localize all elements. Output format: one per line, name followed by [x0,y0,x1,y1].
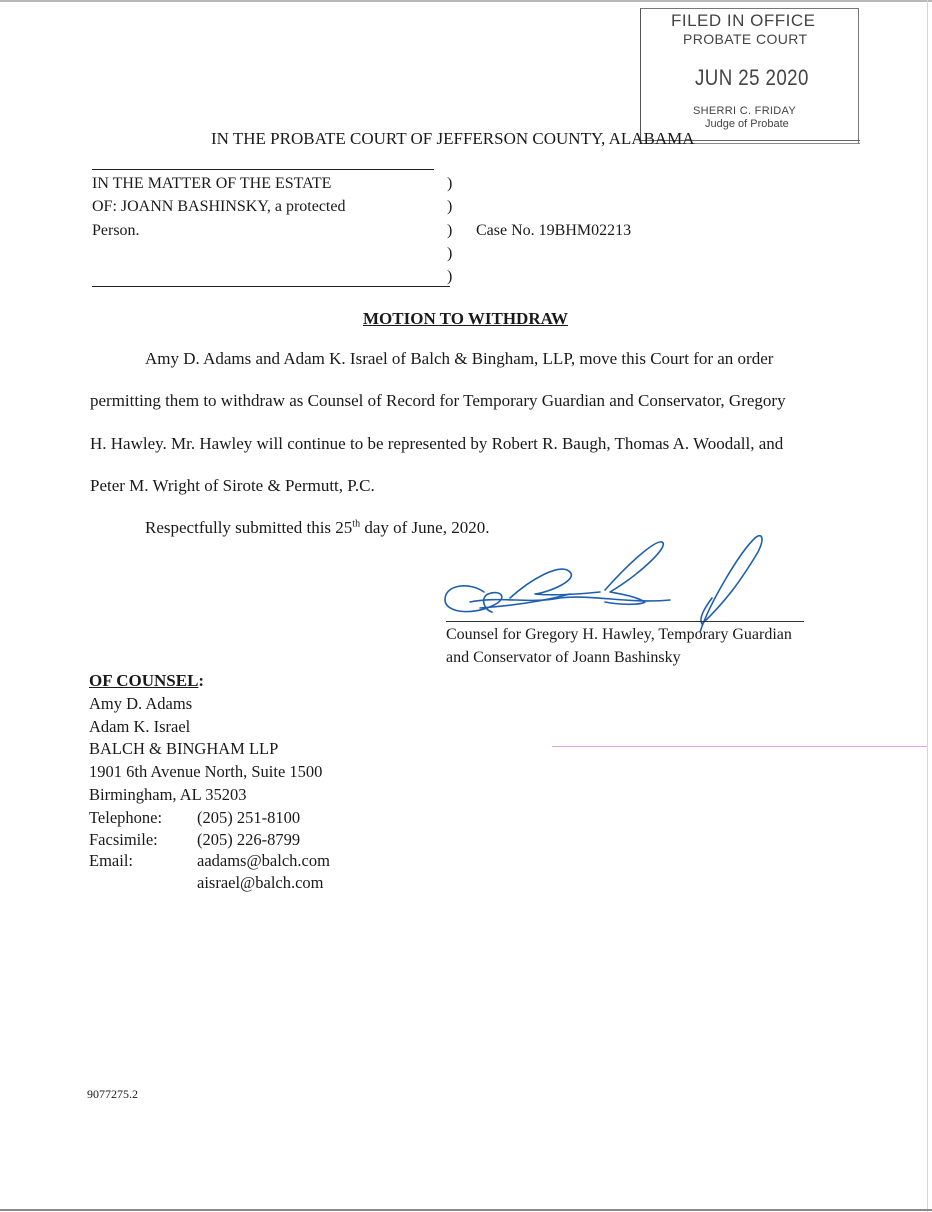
submitted-suffix: day of June, 2020. [360,518,490,537]
caption-line-2: OF: JOANN BASHINSKY, a protected [92,198,346,215]
caption-paren: ) [447,222,453,239]
case-number: Case No. 19BHM02213 [476,222,632,239]
facsimile-value: (205) 226-8799 [197,830,301,849]
caption-paren: ) [447,268,453,285]
submitted-superscript: th [352,518,361,530]
stamp-judge-name: SHERRI C. FRIDAY [693,105,796,117]
page-right-edge [927,0,928,1212]
of-counsel-heading [89,671,204,691]
body-line-4: Peter M. Wright of Sirote & Permutt, P.C. [90,476,375,495]
telephone-value: (205) 251-8100 [197,808,301,827]
handwritten-signature [440,532,770,632]
firm-address-1: 1901 6th Avenue North, Suite 1500 [89,762,323,781]
counsel-name-2: Adam K. Israel [89,717,191,736]
submitted-line [145,518,489,538]
filed-stamp [640,8,859,143]
document-title: MOTION TO WITHDRAW [363,309,568,328]
of-counsel-label: OF COUNSEL [89,671,199,690]
stamp-date: JUN 25 2020 [695,65,809,90]
signature-caption-line-2: and Conservator of Joann Bashinsky [446,649,681,666]
stamp-court-text: PROBATE COURT [683,31,808,47]
email-value-2: aisrael@balch.com [197,873,324,892]
court-heading: IN THE PROBATE COURT OF JEFFERSON COUNTY, ALABAMA [211,129,695,148]
page-top-edge [0,0,932,2]
firm-name: BALCH & BINGHAM LLP [89,739,279,758]
submitted-prefix: Respectfully submitted this 25 [145,518,353,537]
of-counsel-colon: : [198,671,205,690]
caption-line-3: Person. [92,222,140,239]
caption-top-rule [92,169,434,170]
page-bottom-edge [0,1209,932,1211]
margin-mark-line [552,746,927,747]
body-line-1: Amy D. Adams and Adam K. Israel of Balch & Bingham, LLP, move this Court for an order [145,349,774,368]
caption-paren: ) [447,175,453,192]
caption-paren: ) [447,198,453,215]
telephone-label: Telephone: [89,808,163,827]
caption-bottom-rule [92,286,450,287]
signature-line [446,621,804,622]
email-label: Email: [89,851,133,870]
facsimile-label: Facsimile: [89,830,158,849]
stamp-judge-title: Judge of Probate [705,118,789,130]
body-line-3: H. Hawley. Mr. Hawley will continue to be represented by Robert R. Baugh, Thomas A. Woodall, and [90,434,784,453]
caption-line-1: IN THE MATTER OF THE ESTATE [92,175,332,192]
counsel-name-1: Amy D. Adams [89,694,193,713]
signature-caption-line-1: Counsel for Gregory H. Hawley, Temporary Guardian [446,626,792,643]
body-line-2: permitting them to withdraw as Counsel of Record for Temporary Guardian and Conservator, Gregory [90,391,786,410]
email-value-1: aadams@balch.com [197,851,330,870]
stamp-filed-text: FILED IN OFFICE [671,11,816,30]
document-number: 9077275.2 [87,1087,138,1101]
firm-address-2: Birmingham, AL 35203 [89,785,247,804]
caption-paren: ) [447,245,453,262]
